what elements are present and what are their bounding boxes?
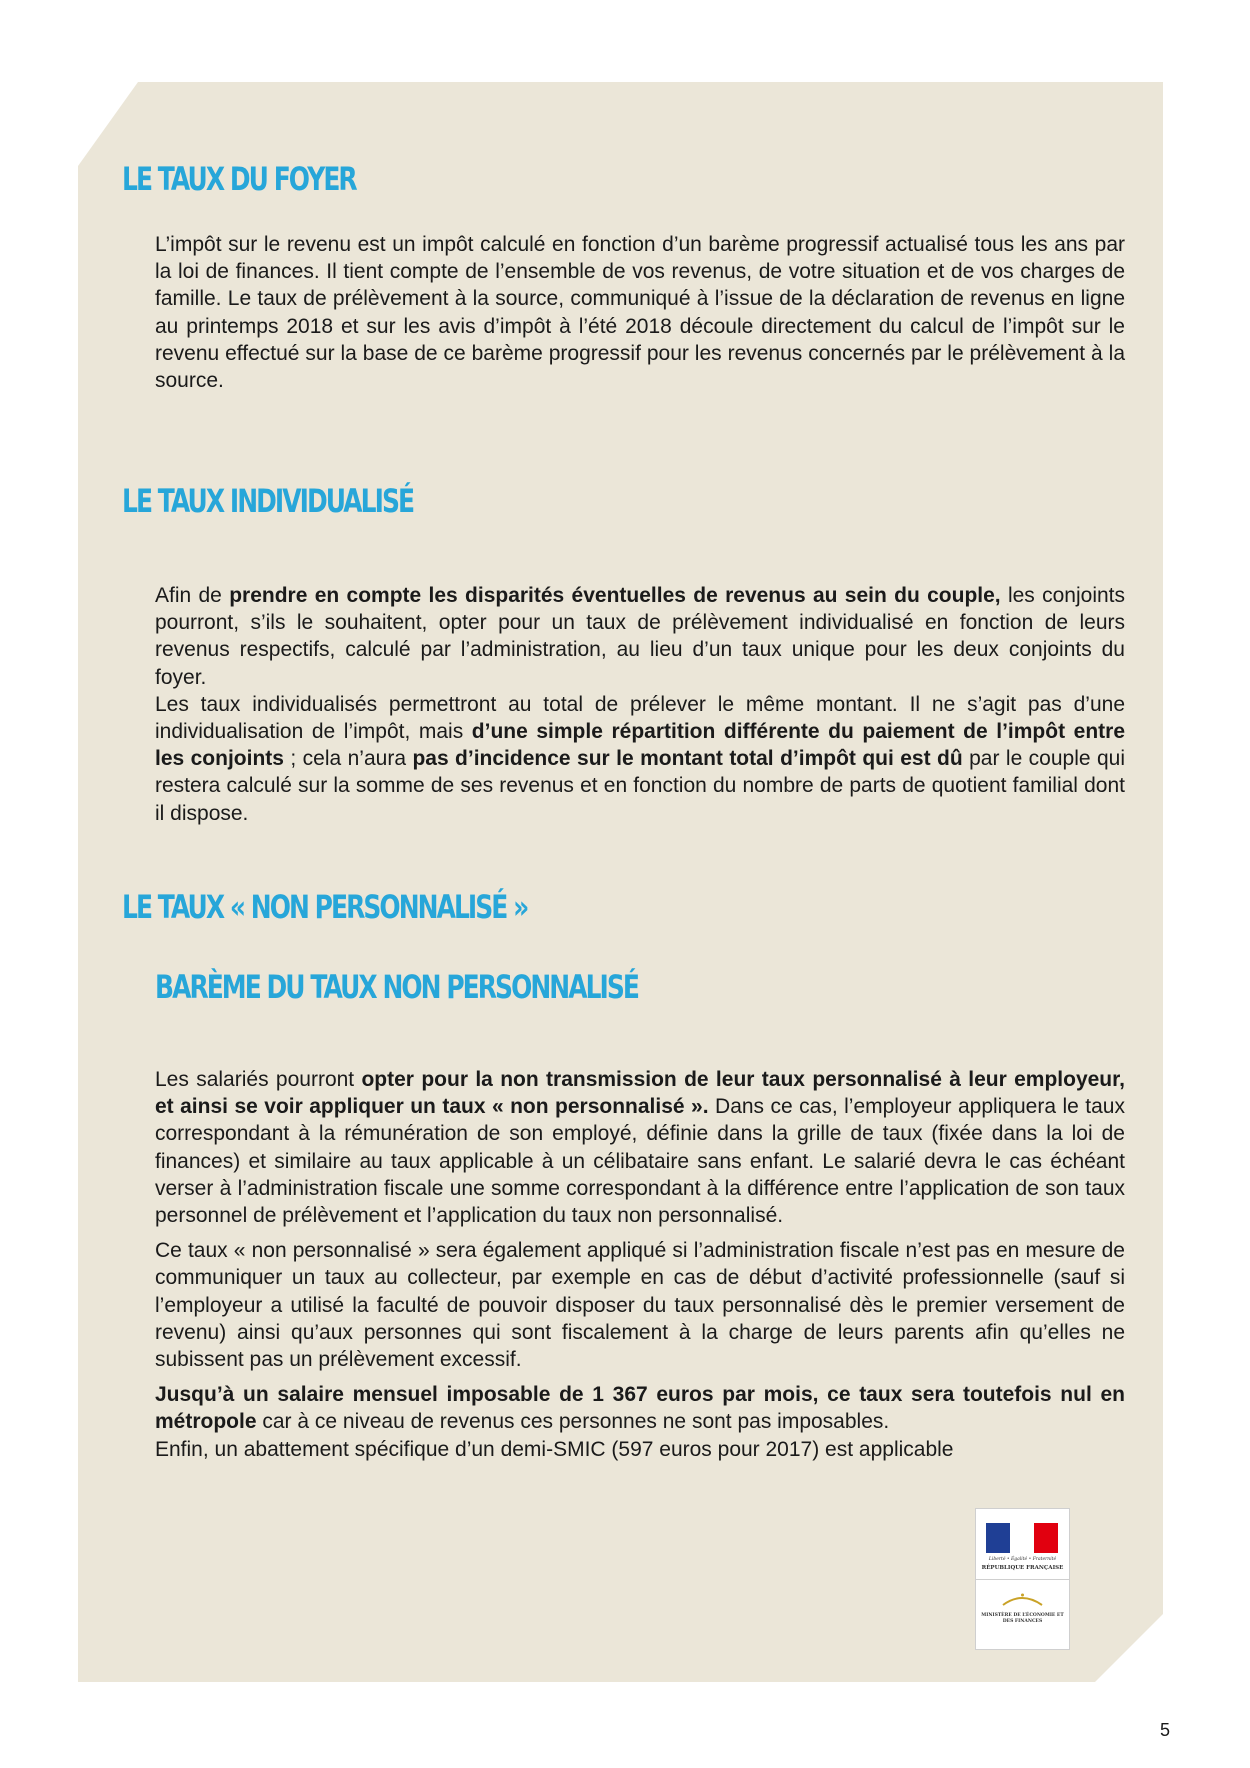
paragraph: Les taux individualisés permettront au total de prélever le même montant. Il ne s’agit pas d’une individualisation de l’impôt, mais d’une simple répartition différente du paiement de l’impôt entre les conjoints ; cela n’aura pas d’incidence sur le montant total d’impôt qui est dû par le couple qui restera calculé sur la somme de ses revenus et en fonction du nombre de parts de quotient familial dont il dispose. [155,692,1126,825]
logo-ministry: MINISTÈRE DE L’ÉCONOMIE ET DES FINANCES [981,1613,1064,1624]
section-title-foyer: LE TAUX DU FOYER [122,160,356,198]
logo-motto: Liberté • Égalité • Fraternité [988,1557,1057,1562]
section-body-individualise [155,582,1125,827]
paragraph: Jusqu’à un salaire mensuel imposable de 1 367 euros par mois, ce taux sera toutefois nul en métropole car à ce niveau de revenus ces personnes ne sont pas imposables. [155,1383,1125,1434]
section-body-non-personnalise [155,1066,1125,1463]
section-title-individualise: LE TAUX INDIVIDUALISÉ [122,482,414,520]
ministry-logo [975,1508,1070,1650]
logo-republic: RÉPUBLIQUE FRANÇAISE [981,1565,1064,1571]
french-flag-icon [986,1523,1058,1553]
paragraph: Enfin, un abattement spécifique d’un demi-SMIC (597 euros pour 2017) est applicable [155,1437,954,1461]
paragraph: Afin de prendre en compte les disparités éventuelles de revenus au sein du couple, les conjoints pourront, s’ils le souhaitent, opter pour un taux de prélèvement individualisé en fonction de leurs revenus respectifs, calculé par l’administration, au lieu d’un taux unique pour les deux conjoints du foyer. [155,584,1125,689]
paragraph: Les salariés pourront opter pour la non transmission de leur taux personnalisé à leur employeur, et ainsi se voir appliquer un taux « non personnalisé ». Dans ce cas, l’employeur appliquera le taux correspondant à la rémunération de son employé, définie dans la grille de taux (fixée dans la loi de finances) et similaire au taux applicable à un célibataire sans enfant. Le salarié devra le cas échéant verser à l’administration fiscale une somme correspondant à la différence entre l’application de son taux personnel de prélèvement et l’application du taux non personnalisé. [155,1068,1125,1228]
section-title-non-personnalise: LE TAUX « NON PERSONNALISÉ » [122,888,528,926]
page-number: 5 [1160,1720,1171,1740]
paragraph: Ce taux « non personnalisé » sera également appliqué si l’administration fiscale n’est pas en mesure de communiquer un taux au collecteur, par exemple en cas de début d’activité professionnelle (sauf si l’employeur a utilisé la faculté de pouvoir disposer du taux personnalisé dès le premier versement de revenu) ainsi qu’aux personnes qui sont fiscalement à la charge de leurs parents afin qu’elles ne subissent pas un prélèvement excessif. [155,1239,1125,1372]
logo-divider [976,1579,1069,1580]
paragraph: L’impôt sur le revenu est un impôt calculé en fonction d’un barème progressif actualisé tous les ans par la loi de finances. Il tient compte de l’ensemble de vos revenus, de votre situation et de vos charges de famille. Le taux de prélèvement à la source, communiqué à l’issue de la déclaration de revenus en ligne au printemps 2018 et sur les avis d’impôt à l’été 2018 découle directement du calcul de l’impôt sur le revenu effectué sur la base de ce barème progressif pour les revenus concernés par le prélèvement à la source. [155,233,1125,393]
ministry-emblem-icon [1000,1589,1045,1609]
section-subtitle-bareme: BARÈME DU TAUX NON PERSONNALISÉ [155,968,639,1006]
section-body-foyer [155,231,1125,394]
